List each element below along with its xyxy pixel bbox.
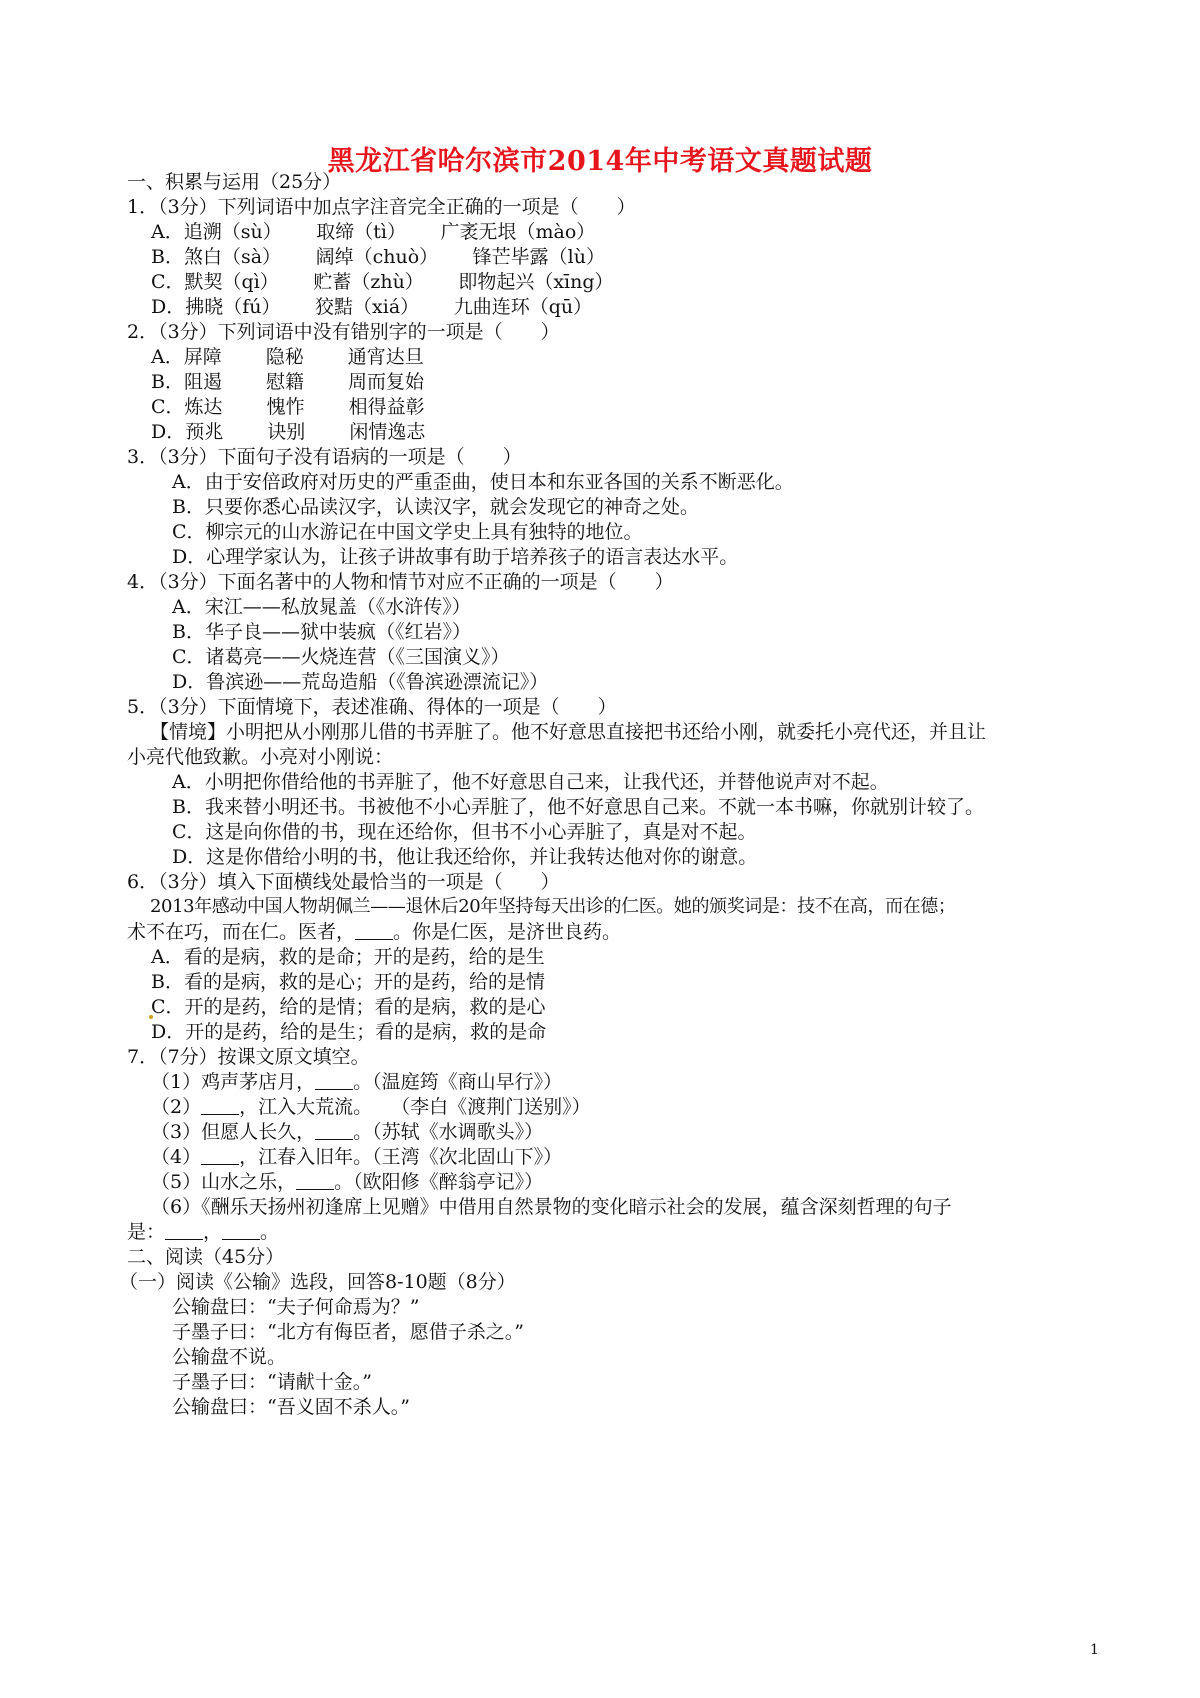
option-line: B．看的是病，救的是心；开的是药，给的是情 [151,971,545,993]
option-line: A．看的是病，救的是命；开的是药，给的是生 [151,946,545,968]
fill-text: （1）鸡声茅店月， [151,1071,316,1093]
option-line: A．由于安倍政府对历史的严重歪曲，使日本和东亚各国的关系不断恶化。 [172,471,794,493]
fill-text: 。（温庭筠《商山早行》） [353,1071,563,1093]
fill-text: （3）但愿人长久， [151,1121,316,1143]
option-line: B．我来替小明还书。书被他不小心弄脏了，他不好意思自己来。不就一本书嘛，你就别计较了。 [172,796,984,818]
fill-text: 是： [127,1221,166,1243]
option-line [151,993,546,1021]
fill-line [151,1168,543,1196]
option-line: B．华子良——狱中装疯（《红岩》） [172,621,471,643]
option-line: A．宋江——私放晁盖（《水浒传》） [172,596,471,618]
question-stem: 2．（3分）下列词语中没有错别字的一项是（ ） [127,321,560,343]
fill-text: （2） [151,1096,202,1118]
fill-line [151,1118,543,1146]
option-line: A．屏障 隐秘 通宵达旦 [151,346,424,368]
option-line: B．煞白（sà） 阔绰（chuò） 锋芒毕露（lù） [151,246,605,268]
section-heading: 二、阅读（45分） [127,1246,285,1268]
fill-line [151,1143,562,1171]
option-line: D．预兆 诀别 闲情逸志 [151,421,426,443]
option-line: D．拂晓（fú） 狡黠（xiá） 九曲连环（qū） [151,296,593,318]
option-line: D．开的是药，给的是生；看的是病，救的是命 [151,1021,547,1043]
passage-line: 【情境】小明把从小刚那儿借的书弄脏了。他不好意思直接把书还给小刚，就委托小亮代还，并且让 [150,721,987,743]
passage-line [127,918,621,946]
passage-line: 2013年感动中国人物胡佩兰——退休后20年坚持每天出诊的仁医。她的颁奖词是：技不在高，而在德； [150,896,956,917]
question-stem: 7．（7分）按课文原文填空。 [127,1046,370,1068]
passage-line: 小亮代他致歉。小亮对小刚说： [127,746,394,768]
passage-line: 公输盘不说。 [172,1346,287,1368]
passage-line: 子墨子曰：“北方有侮臣者，愿借子杀之。” [172,1321,524,1343]
page-number: 1 [1090,1642,1099,1658]
fill-line [127,1218,279,1246]
passage-line: 公输盘曰：“夫子何命焉为？” [172,1296,420,1318]
fill-blank[interactable] [315,1119,353,1140]
option-line: D．心理学家认为，让孩子讲故事有助于培养孩子的语言表达水平。 [172,546,739,568]
option-line: B．阻遏 慰籍 周而复始 [151,371,425,393]
question-stem: 4．（3分）下面名著中的人物和情节对应不正确的一项是（ ） [127,571,674,593]
passage-line: 公输盘曰：“吾义固不杀人。” [172,1396,410,1418]
option-line: D．这是你借给小明的书，他让我还给你，并让我转达他对你的谢意。 [172,846,758,868]
option-line: C．这是向你借的书，现在还给你，但书不小心弄脏了，真是对不起。 [172,821,757,843]
option-line: C．默契（qì） 贮蓄（zhù） 即物起兴（xīng） [151,271,614,293]
fill-text: 。（苏轼《水调歌头》） [353,1121,544,1143]
option-line: B．只要你悉心品读汉字，认读汉字，就会发现它的神奇之处。 [172,496,699,518]
fill-text: ，江春入旧年。（王湾《次北固山下》） [239,1146,563,1168]
fill-blank[interactable] [165,1219,203,1240]
fill-blank[interactable] [315,1069,353,1090]
fill-text: （4） [151,1146,202,1168]
fill-blank[interactable] [222,1219,260,1240]
fill-text: （5）山水之乐， [151,1171,297,1193]
option-line: C．炼达 愧怍 相得益彰 [151,396,425,418]
option-line: C．诸葛亮——火烧连营（《三国演义》） [172,646,510,668]
fill-text: 。（欧阳修《醉翁亭记》） [334,1171,544,1193]
fill-text: ， [203,1221,223,1243]
page-title: 黑龙江省哈尔滨市2014年中考语文真题试题 [327,146,873,177]
passage-line: 子墨子曰：“请献十金。” [172,1371,372,1393]
question-stem: 5．（3分）下面情境下，表述准确、得体的一项是（ ） [127,696,617,718]
subsection-heading: （一）阅读《公输》选段，回答8-10题（8分） [119,1271,516,1293]
fill-text: 。 [260,1221,280,1243]
passage-text: 。你是仁医，是济世良药。 [393,921,622,943]
passage-text: 术不在巧，而在仁。医者， [127,921,356,943]
option-line: D．鲁滨逊——荒岛造船（《鲁滨逊漂流记》） [172,671,549,693]
section-heading: 一、积累与运用（25分） [127,171,342,193]
option-line: A．小明把你借给他的书弄脏了，他不好意思自己来，让我代还，并替他说声对不起。 [172,771,889,793]
option-text: C．开的是药，给的是情；看的是病，救的是心 [151,996,546,1018]
fill-blank[interactable] [296,1169,334,1190]
fill-line [151,1093,591,1121]
question-stem: 1．（3分）下列词语中加点字注音完全正确的一项是（ ） [127,196,636,218]
question-stem: 6．（3分）填入下面横线处最恰当的一项是（ ） [127,871,560,893]
fill-line: （6）《酬乐天扬州初逢席上见赠》中借用自然景物的变化暗示社会的发展，蕴含深刻哲理的句子 [151,1196,952,1218]
fill-line [151,1068,562,1096]
fill-blank[interactable] [355,919,393,940]
option-line: A．追溯（sù） 取缔（tì） 广袤无垠（mào） [151,221,596,243]
fill-blank[interactable] [201,1144,239,1165]
fill-blank[interactable] [201,1094,239,1115]
question-stem: 3．（3分）下面句子没有语病的一项是（ ） [127,446,522,468]
option-line: C．柳宗元的山水游记在中国文学史上具有独特的地位。 [172,521,643,543]
fill-text: ，江入大荒流。 （李白《渡荆门送别》） [239,1096,591,1118]
